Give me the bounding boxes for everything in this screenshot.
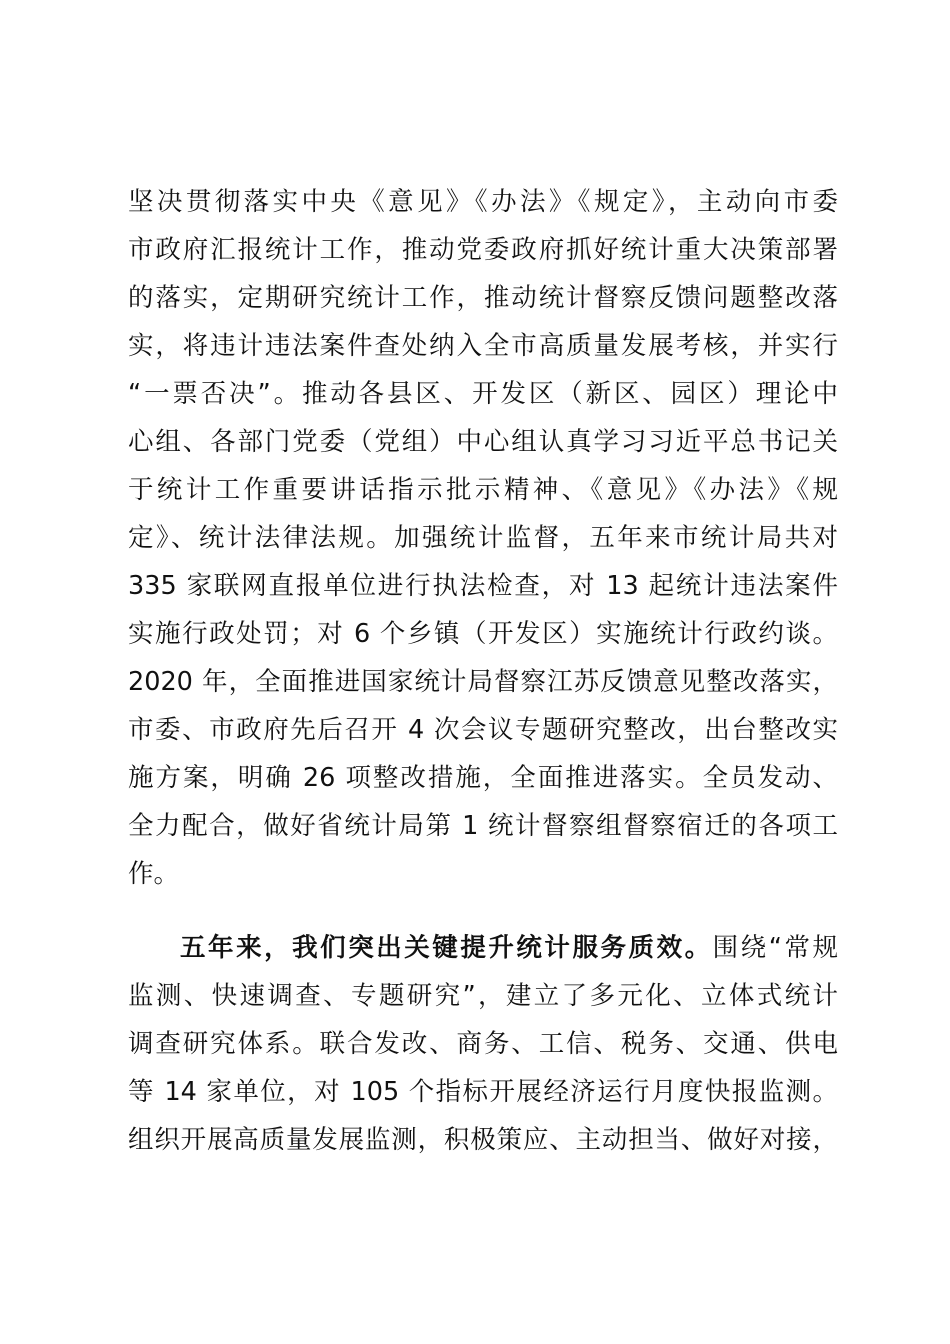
paragraph-1-line-11: 2020 年，全面推进国家统计局督察江苏反馈意见整改落实， (128, 667, 838, 697)
paragraph-1-line-7: 于统计工作重要讲话指示批示精神、《意见》《办法》《规 (128, 475, 838, 505)
paragraph-2-line-3: 调查研究体系。联合发改、商务、工信、税务、交通、供电 (128, 1029, 838, 1059)
paragraph-2-line-5: 组织开展高质量发展监测，积极策应、主动担当、做好对接， (128, 1125, 838, 1155)
paragraph-2-first-line-rest: 围绕“常规 (712, 933, 838, 963)
paragraph-1-line-1: 坚决贯彻落实中央《意见》《办法》《规定》，主动向市委 (128, 187, 838, 217)
paragraph-2-line-2: 监测、快速调查、专题研究”，建立了多元化、立体式统计 (128, 981, 838, 1011)
paragraph-2-heading: 五年来，我们突出关键提升统计服务质效。 (180, 933, 713, 963)
paragraph-1 (128, 178, 838, 898)
paragraph-1-line-6: 心组、各部门党委（党组）中心组认真学习习近平总书记关 (128, 427, 838, 457)
paragraph-1-line-12: 市委、市政府先后召开 4 次会议专题研究整改，出台整改实 (128, 715, 838, 745)
paragraph-2-line-4: 等 14 家单位，对 105 个指标开展经济运行月度快报监测。 (128, 1077, 838, 1107)
paragraph-1-line-10: 实施行政处罚；对 6 个乡镇（开发区）实施统计行政约谈。 (128, 619, 838, 649)
paragraph-1-line-4: 实，将违计违法案件查处纳入全市高质量发展考核，并实行 (128, 331, 838, 361)
paragraph-1-line-3: 的落实，定期研究统计工作，推动统计督察反馈问题整改落 (128, 283, 838, 313)
paragraph-1-line-5: “一票否决”。推动各县区、开发区（新区、园区）理论中 (128, 379, 838, 409)
paragraph-1-line-9: 335 家联网直报单位进行执法检查，对 13 起统计违法案件 (128, 571, 838, 601)
paragraph-2-line-1 (128, 924, 838, 972)
paragraph-1-line-14: 全力配合，做好省统计局第 1 统计督察组督察宿迁的各项工 (128, 811, 838, 841)
paragraph-2 (128, 924, 838, 1164)
paragraph-1-line-2: 市政府汇报统计工作，推动党委政府抓好统计重大决策部署 (128, 235, 838, 265)
paragraph-1-line-15: 作。 (128, 859, 180, 889)
paragraph-1-line-13: 施方案，明确 26 项整改措施，全面推进落实。全员发动、 (128, 763, 838, 793)
paragraph-1-line-8: 定》、统计法律法规。加强统计监督，五年来市统计局共对 (128, 523, 838, 553)
